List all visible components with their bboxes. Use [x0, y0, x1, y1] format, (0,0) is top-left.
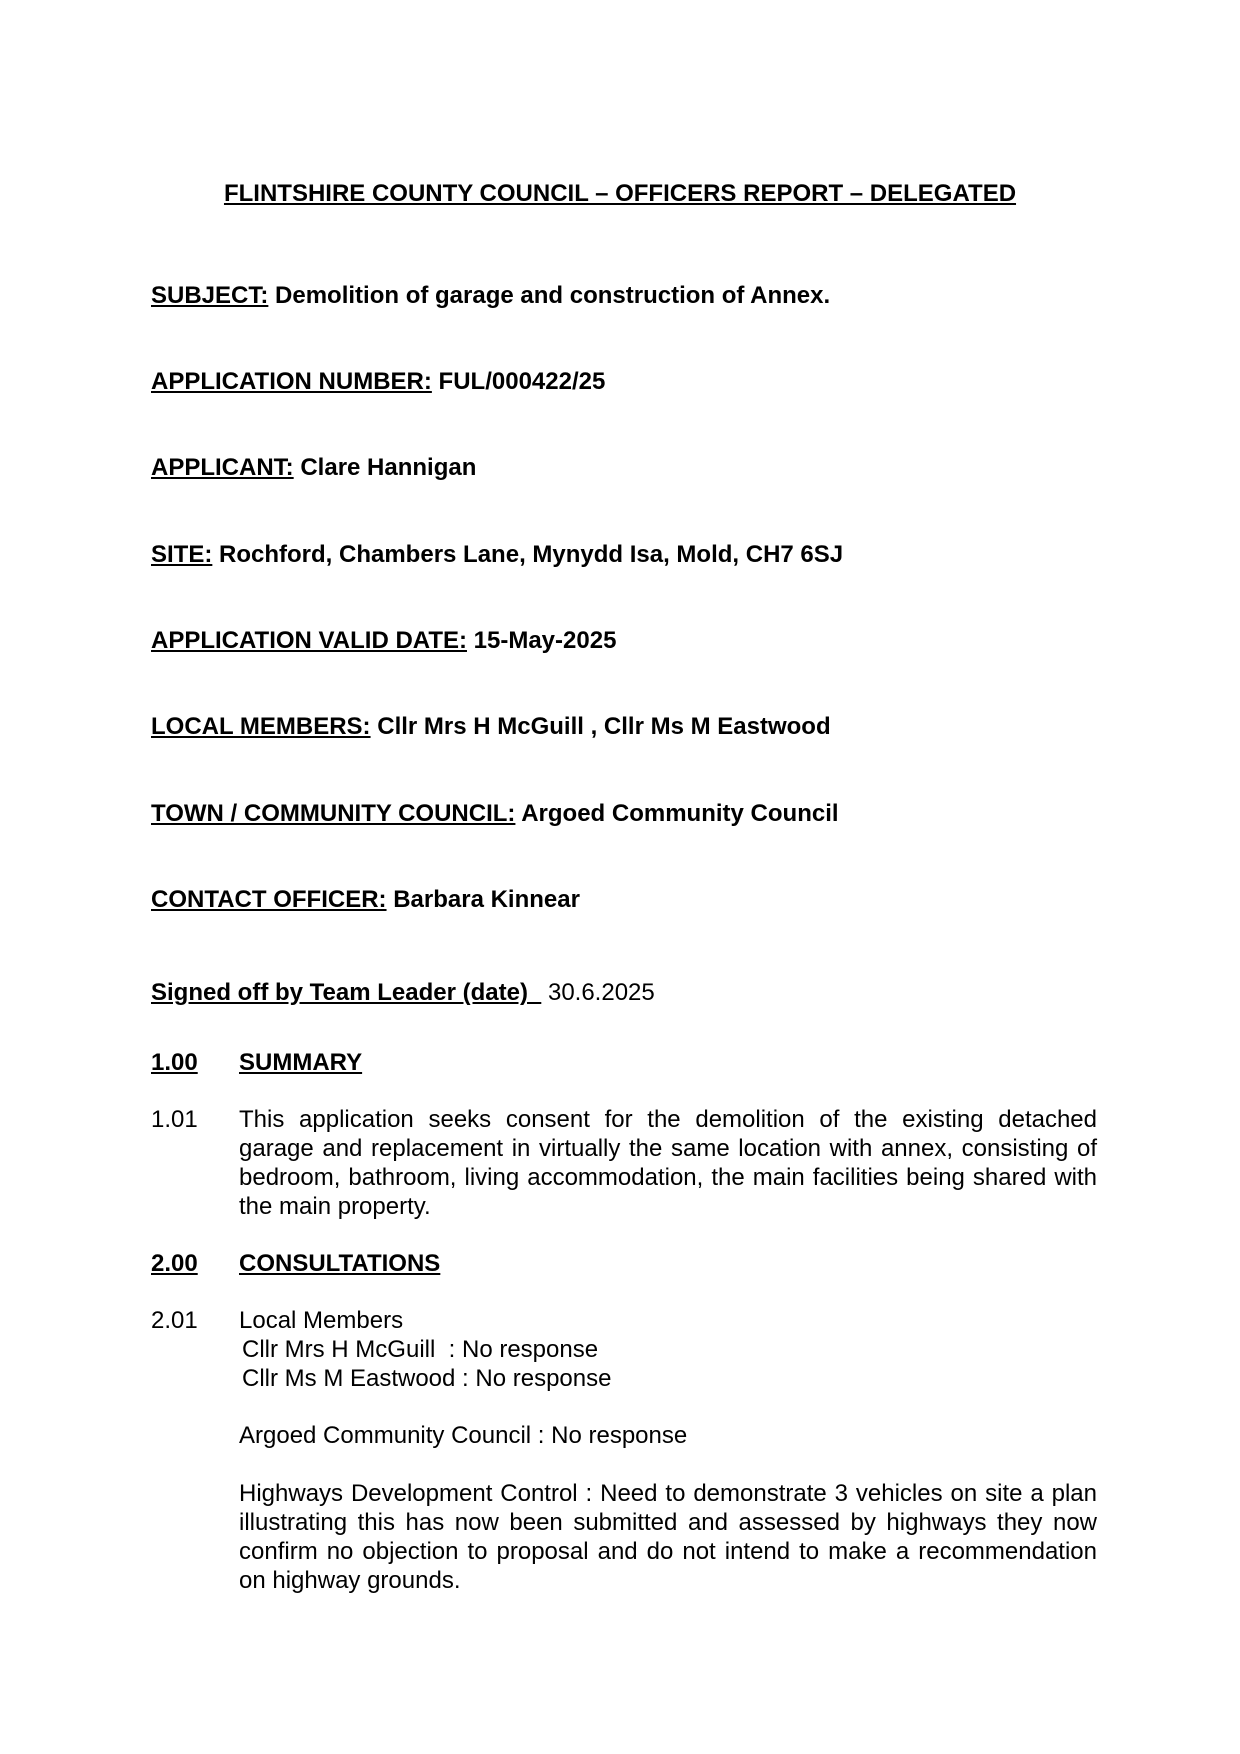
contact-officer-value: Barbara Kinnear [393, 886, 580, 913]
applicant-label: APPLICANT: [151, 454, 294, 481]
applicant-value: Clare Hannigan [300, 454, 477, 481]
member-response-2: Cllr Ms M Eastwood : No response [242, 1365, 612, 1392]
local-members-heading: Local Members [239, 1307, 404, 1334]
site-field [151, 541, 843, 569]
valid-date-field [151, 627, 616, 655]
summary-para-number: 1.01 [151, 1106, 198, 1133]
highways-response: Highways Development Control : Need to demonstrate 3 vehicles on site a plan illustrating this has now been submitted and assessed by highways they now confirm no objection to proposal and do not intend to make a recommendation on highway grounds. [239, 1480, 1097, 1594]
application-number-label: APPLICATION NUMBER: [151, 368, 432, 395]
local-members-label: LOCAL MEMBERS: [151, 713, 371, 740]
consultations-para-number: 2.01 [151, 1307, 198, 1334]
community-council-label: TOWN / COMMUNITY COUNCIL: [151, 800, 516, 827]
signed-off-value: 30.6.2025 [547, 979, 655, 1006]
subject-label: SUBJECT: [151, 282, 269, 309]
valid-date-value: 15-May-2025 [473, 627, 617, 654]
local-members-field [151, 713, 831, 741]
site-value: Rochford, Chambers Lane, Mynydd Isa, Mold, CH7 6SJ [219, 541, 844, 568]
signed-off-label: Signed off by Team Leader (date) [151, 979, 528, 1006]
local-members-value: Cllr Mrs H McGuill , Cllr Ms M Eastwood [377, 713, 831, 740]
consultations-title: CONSULTATIONS [239, 1250, 441, 1277]
applicant-field [151, 454, 476, 482]
application-number-value: FUL/000422/25 [438, 368, 606, 395]
application-number-field [151, 368, 605, 396]
community-council-field [151, 800, 839, 828]
subject-value: Demolition of garage and construction of Annex. [275, 282, 831, 309]
summary-title: SUMMARY [239, 1049, 363, 1076]
community-council-value: Argoed Community Council [521, 800, 839, 827]
summary-text: This application seeks consent for the demolition of the existing detached garage and replacement in virtually the same location with annex, consisting of bedroom, bathroom, living accommodation, the main facilities being shared with the main property. [239, 1106, 1097, 1220]
contact-officer-label: CONTACT OFFICER: [151, 886, 387, 913]
community-council-response: Argoed Community Council : No response [239, 1422, 688, 1449]
summary-number: 1.00 [151, 1049, 198, 1076]
local-members-responses [239, 1306, 1097, 1393]
consultations-number: 2.00 [151, 1250, 198, 1277]
site-label: SITE: [151, 541, 213, 568]
member-response-1: Cllr Mrs H McGuill : No response [242, 1336, 599, 1363]
report-title: FLINTSHIRE COUNTY COUNCIL – OFFICERS REPORT – DELEGATED [223, 180, 1017, 207]
contact-officer-field [151, 886, 580, 914]
signed-off-field [151, 979, 655, 1007]
subject-field [151, 282, 830, 310]
valid-date-label: APPLICATION VALID DATE: [151, 627, 467, 654]
